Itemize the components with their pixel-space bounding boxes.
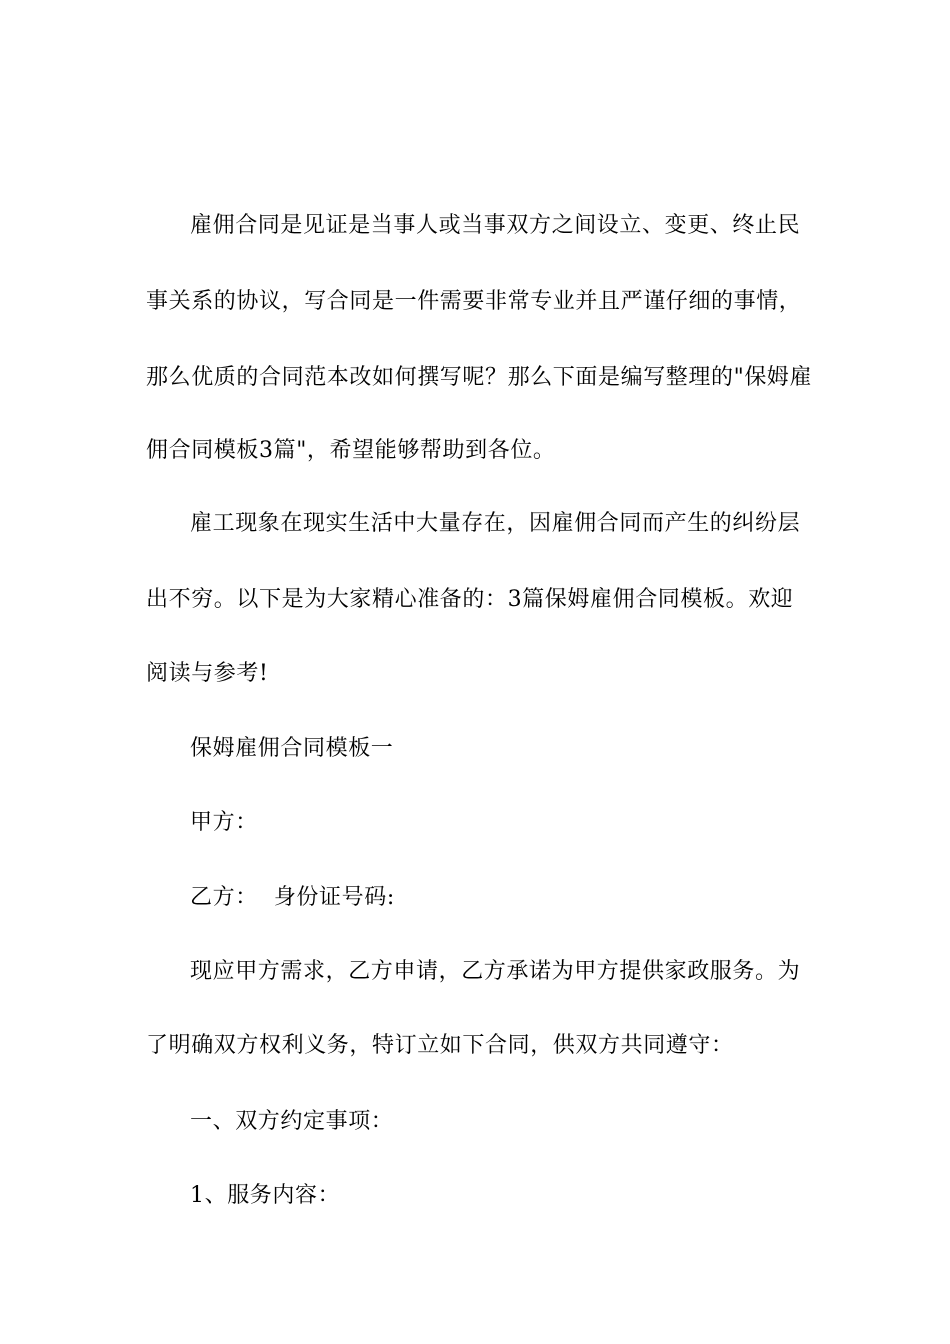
paragraph-line: 出不穷。以下是为大家精心准备的：3篇保姆雇佣合同模板。欢迎 (146, 587, 794, 612)
paragraph-line: 了明确双方权利义务，特订立如下合同，供双方共同遵守： (146, 1033, 734, 1058)
paragraph-line: 现应甲方需求，乙方申请，乙方承诺为甲方提供家政服务。为 (190, 959, 801, 984)
paragraph-line: 佣合同模板3篇"，希望能够帮助到各位。 (146, 438, 556, 463)
id-number-label: 身份证号码: (273, 885, 395, 910)
clause-heading: 一、双方约定事项： (190, 1109, 394, 1134)
paragraph-line: 雇工现象在现实生活中大量存在，因雇佣合同而产生的纠纷层 (190, 511, 801, 536)
party-b-label: 乙方： (190, 885, 258, 910)
party-b-line (190, 883, 395, 913)
paragraph-line: 阅读与参考! (146, 661, 269, 686)
clause-item: 1、服务内容： (190, 1183, 341, 1208)
party-a-label: 甲方： (190, 810, 258, 835)
paragraph-line: 雇佣合同是见证是当事人或当事双方之间设立、变更、终止民 (190, 213, 801, 238)
section-title: 保姆雇佣合同模板一 (190, 736, 394, 761)
paragraph-line: 那么优质的合同范本改如何撰写呢？那么下面是编写整理的"保姆雇 (146, 365, 813, 390)
paragraph-line: 事关系的协议，写合同是一件需要非常专业并且严谨仔细的事情， (146, 289, 802, 314)
